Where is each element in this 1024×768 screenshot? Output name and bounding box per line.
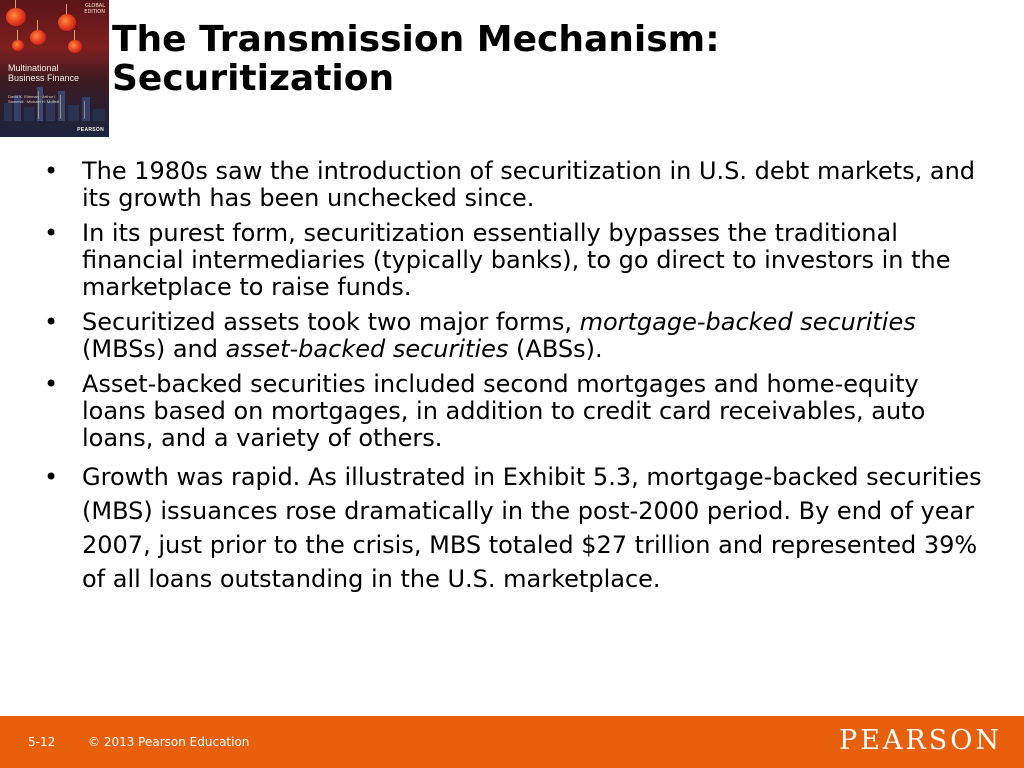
bullet-item (44, 460, 989, 596)
bullet-text-italic: mortgage-backed securities (579, 308, 916, 336)
bullet-marker: • (44, 219, 59, 247)
bullet-item (44, 158, 989, 212)
book-title-line: Business Finance (8, 73, 80, 83)
bullet-text-part: Securitized assets took two major forms, (82, 308, 580, 336)
bullet-marker: • (44, 157, 59, 185)
book-title-line: Multinational (8, 63, 59, 73)
lantern-decoration (6, 8, 26, 26)
bullet-text-italic: asset-backed securities (225, 335, 509, 363)
bullet-text: Asset-backed securities included second mortgages and home-equity loans based on mortgages, in addition to credit card receivables, auto loans, and a variety of others. (82, 370, 926, 452)
bullet-item (44, 309, 989, 363)
bullet-marker: • (44, 308, 59, 336)
lantern-decoration (68, 40, 82, 53)
bullet-text: In its purest form, securitization essentially bypasses the traditional financial intermediaries (typically banks), to go direct to investors in the marketplace to raise funds. (82, 219, 951, 301)
book-authors: David K. Eiteman · Arthur I. Stonehill · Michael H. Moffett (8, 94, 60, 104)
bullet-text-part: (ABSs). (508, 335, 603, 363)
bullet-marker: • (44, 370, 59, 398)
copyright-notice: © 2013 Pearson Education (88, 735, 250, 749)
edition-line: GLOBAL (84, 3, 105, 9)
book-title (8, 63, 106, 83)
edition-badge (79, 3, 105, 15)
lantern-decoration (30, 30, 46, 45)
bullet-text: The 1980s saw the introduction of securitization in U.S. debt markets, and its growth has been unchecked since. (82, 157, 976, 212)
bullet-list (44, 158, 989, 604)
bullet-item (44, 220, 989, 301)
page-number: 5-12 (28, 735, 56, 749)
slide-title-line: The Transmission Mechanism: (112, 19, 720, 60)
slide-title-line: Securitization (112, 58, 395, 99)
bullet-marker: • (44, 463, 59, 491)
book-cover-image (0, 0, 109, 137)
book-publisher: PEARSON (77, 127, 104, 133)
bullet-text-part: (MBSs) and (82, 335, 226, 363)
bullet-item (44, 371, 989, 452)
lantern-decoration (12, 40, 24, 51)
bullet-text: Growth was rapid. As illustrated in Exhibit 5.3, mortgage-backed securities (MBS) issuances rose dramatically in the post-2000 period. By end of year 2007, just prior to the crisis, MBS totaled $27 trillion and represented 39% of all loans outstanding in the U.S. marketplace. (82, 463, 982, 593)
pearson-logo: PEARSON (839, 725, 1002, 756)
footer-bar (0, 716, 1024, 768)
slide-title (112, 20, 992, 98)
bullet-text (82, 308, 916, 363)
lantern-decoration (58, 14, 76, 31)
edition-line: EDITION (84, 9, 105, 15)
